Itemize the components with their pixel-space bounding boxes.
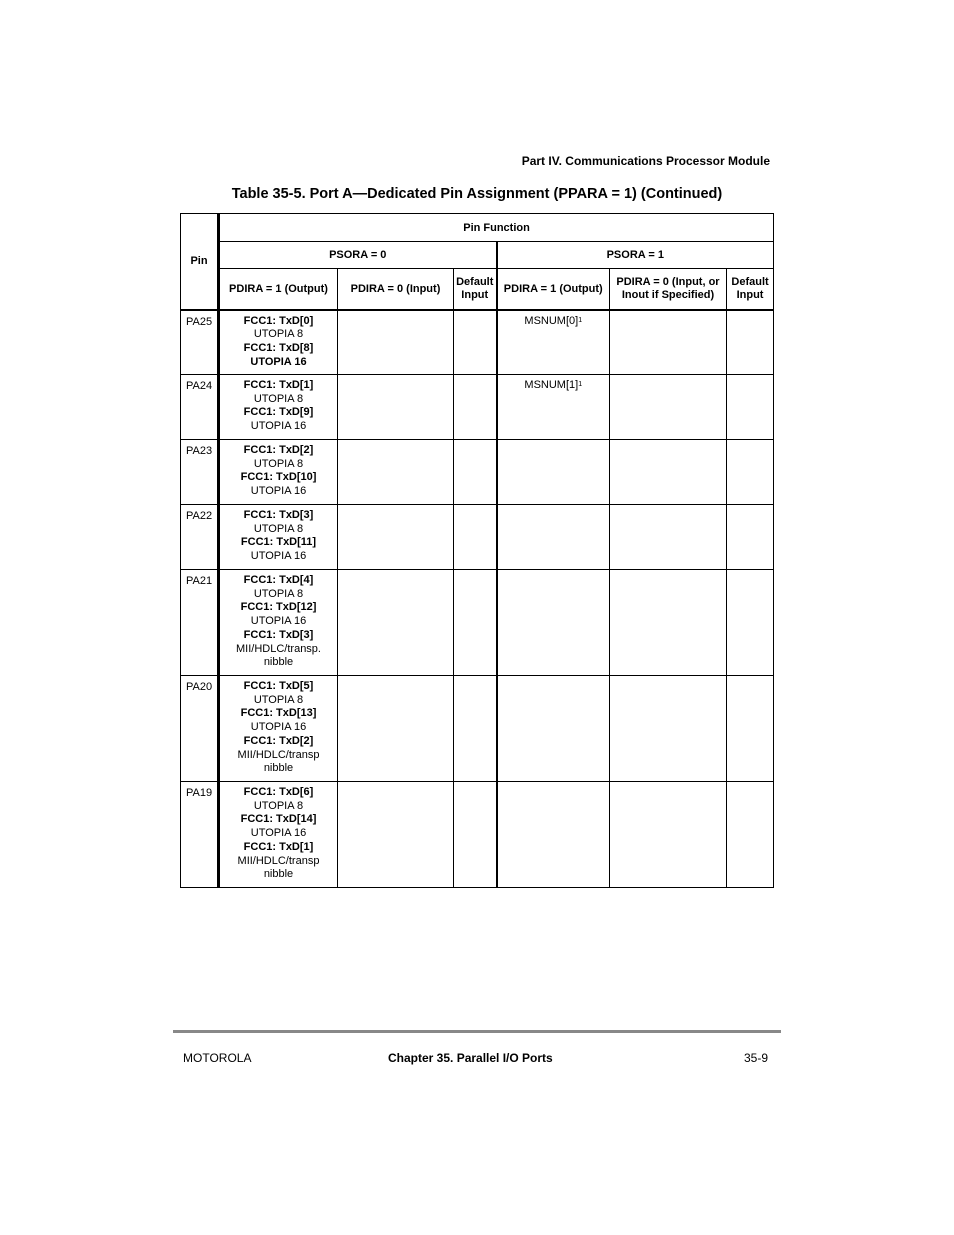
table-row (181, 570, 774, 676)
psora0-output-cell (219, 505, 338, 570)
psora0-input-cell (338, 440, 454, 505)
psora0-default-cell (454, 440, 497, 505)
psora1-input-cell (610, 505, 727, 570)
function-line: FCC1: TxD[3] (243, 628, 314, 641)
table-title: Table 35-5. Port A—Dedicated Pin Assignment (PPARA = 1) (Continued) (231, 186, 723, 202)
function-line: UTOPIA 8 (253, 693, 304, 706)
psora0-output-cell (219, 782, 338, 888)
function-line: FCC1: TxD[13] (240, 707, 317, 720)
pin-cell: PA25 (181, 310, 219, 375)
table-row (181, 676, 774, 782)
psora1-default-cell (727, 782, 774, 888)
function-line: UTOPIA 16 (250, 550, 307, 563)
function-line: FCC1: TxD[3] (243, 509, 314, 521)
function-line: MII/HDLC/transp (237, 748, 320, 761)
psora1-input-cell (610, 440, 727, 505)
footer-chapter: Chapter 35. Parallel I/O Ports (388, 1051, 553, 1065)
header-psora0-default-input: Default Input (454, 269, 497, 310)
psora1-output-cell (497, 570, 610, 676)
psora0-default-cell (454, 782, 497, 888)
psora1-output-cell (497, 375, 610, 440)
function-line: FCC1: TxD[8] (243, 341, 314, 354)
function-line: FCC1: TxD[1] (243, 379, 314, 391)
footer-company: MOTOROLA (183, 1051, 252, 1065)
function-line: UTOPIA 8 (253, 587, 304, 600)
footer-rule (173, 1030, 781, 1033)
function-line: UTOPIA 16 (250, 721, 307, 734)
psora1-output-cell (497, 676, 610, 782)
function-line: FCC1: TxD[9] (243, 406, 314, 419)
psora0-default-cell (454, 505, 497, 570)
function-line: FCC1: TxD[12] (240, 601, 317, 614)
psora0-input-cell (338, 570, 454, 676)
pin-cell: PA24 (181, 375, 219, 440)
psora1-default-cell (727, 310, 774, 375)
psora0-default-cell (454, 570, 497, 676)
function-line: UTOPIA 16 (250, 485, 307, 498)
pin-assignment-table (180, 213, 774, 888)
psora1-output-cell (497, 310, 610, 375)
header-pin: Pin (181, 214, 219, 310)
psora0-input-cell (338, 310, 454, 375)
function-line: FCC1: TxD[2] (243, 444, 314, 456)
header-psora1-input: PDIRA = 0 (Input, or Inout if Specified) (610, 269, 727, 310)
function-line: MII/HDLC/transp (237, 854, 320, 867)
psora0-output-cell (219, 375, 338, 440)
function-line: FCC1: TxD[10] (240, 471, 317, 484)
table-row (181, 782, 774, 888)
function-line: FCC1: TxD[1] (243, 840, 314, 853)
table-row (181, 375, 774, 440)
function-line: UTOPIA 8 (253, 328, 304, 341)
psora0-default-cell (454, 375, 497, 440)
function-line: UTOPIA 16 (250, 420, 307, 433)
function-line: UTOPIA 8 (253, 799, 304, 812)
psora1-output-cell (497, 782, 610, 888)
function-line: MII/HDLC/transp. (236, 642, 321, 655)
footnote-marker: 1 (578, 316, 583, 324)
psora1-default-cell (727, 676, 774, 782)
psora0-input-cell (338, 375, 454, 440)
header-psora1-output: PDIRA = 1 (Output) (497, 269, 610, 310)
function-text: MSNUM[1] (524, 379, 579, 391)
running-header: Part IV. Communications Processor Module (521, 154, 770, 168)
table-body (181, 310, 774, 888)
psora0-output-cell (219, 676, 338, 782)
header-psora-0: PSORA = 0 (219, 242, 497, 269)
function-line: UTOPIA 8 (253, 392, 304, 405)
psora1-input-cell (610, 570, 727, 676)
psora1-input-cell (610, 676, 727, 782)
psora1-output-cell (497, 440, 610, 505)
function-line: UTOPIA 8 (253, 457, 304, 470)
function-line: nibble (263, 656, 294, 669)
function-line: FCC1: TxD[11] (240, 536, 317, 549)
psora0-input-cell (338, 505, 454, 570)
psora1-output-cell (497, 505, 610, 570)
function-line: nibble (263, 868, 294, 881)
psora1-default-cell (727, 375, 774, 440)
psora0-output-cell (219, 440, 338, 505)
psora1-input-cell (610, 782, 727, 888)
table-row (181, 440, 774, 505)
function-line: FCC1: TxD[0] (243, 314, 314, 327)
pin-cell: PA20 (181, 676, 219, 782)
function-line: FCC1: TxD[14] (240, 813, 317, 826)
function-line: FCC1: TxD[4] (243, 574, 314, 586)
header-pin-function: Pin Function (219, 214, 774, 242)
psora0-output-cell (219, 570, 338, 676)
pin-cell: PA19 (181, 782, 219, 888)
function-line: FCC1: TxD[6] (243, 786, 314, 798)
function-line: nibble (263, 762, 294, 775)
function-line (498, 315, 610, 329)
psora1-input-cell (610, 375, 727, 440)
psora0-input-cell (338, 782, 454, 888)
psora0-input-cell (338, 676, 454, 782)
function-line: UTOPIA 8 (253, 522, 304, 535)
footer-page-number: 35-9 (743, 1051, 768, 1065)
pin-cell: PA22 (181, 505, 219, 570)
psora1-default-cell (727, 505, 774, 570)
function-line: UTOPIA 16 (250, 827, 307, 840)
function-text: MSNUM[0] (524, 314, 579, 327)
psora0-default-cell (454, 676, 497, 782)
table-row (181, 310, 774, 375)
function-line (498, 379, 610, 393)
pin-cell: PA21 (181, 570, 219, 676)
psora1-default-cell (727, 570, 774, 676)
function-line: UTOPIA 16 (250, 355, 307, 368)
function-line: FCC1: TxD[2] (243, 734, 314, 747)
pin-cell: PA23 (181, 440, 219, 505)
function-line: FCC1: TxD[5] (243, 680, 314, 692)
header-psora0-input: PDIRA = 0 (Input) (338, 269, 454, 310)
psora1-input-cell (610, 310, 727, 375)
psora0-output-cell (219, 310, 338, 375)
psora0-default-cell (454, 310, 497, 375)
function-line: UTOPIA 16 (250, 615, 307, 628)
table-row (181, 505, 774, 570)
header-psora-1: PSORA = 1 (497, 242, 774, 269)
header-psora1-default-input: Default Input (727, 269, 774, 310)
header-psora0-output: PDIRA = 1 (Output) (219, 269, 338, 310)
psora1-default-cell (727, 440, 774, 505)
footnote-marker: 1 (578, 381, 583, 388)
